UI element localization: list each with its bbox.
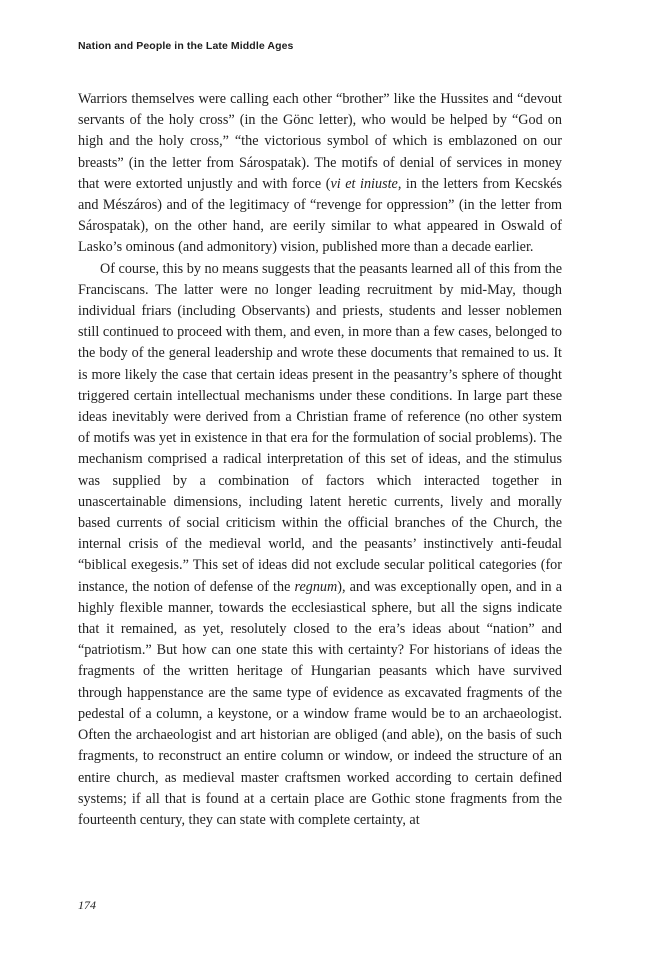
italic-run: vi et iniuste xyxy=(330,175,398,192)
text-run: ), and was exceptionally open, and in a highly flexible manner, towards the ecclesiastical sphere, but all the signs indicate that it remained, as yet, resolutely closed to the era’s ideas about “nation” and “patriotism.” But how can one state this with certainty? For historians of ideas the fragments of the written heritage of Hungarian peasants which have survived through happenstance are the same type of evidence as excavated fragments of the pedestal of a column, a keystone, or a window frame would be to an archaeologist. Often the archaeologist and art historian are obliged (and able), on the basis of such fragments, to reconstruct an entire column or window, or indeed the structure of an entire church, as medieval master craftsmen worked according to certain defined systems; if all that is found at a certain place are Gothic stone fragments from the fourteenth century, they can state with complete certainty, at xyxy=(78,578,562,828)
text-run: , in the letters from Kecskés and Mészáros) and of the legitimacy of “revenge for oppression” (in the letter from Sárospatak), on the other hand, are eerily similar to what appeared in Oswald of Lasko’s ominous (and admonitory) vision, published more than a decade earlier. xyxy=(78,175,562,256)
text-run: Of course, this by no means suggests that the peasants learned all of this from the Franciscans. The latter were no longer leading recruitment by mid-May, though individual friars (including Observants) and priests, students and lesser noblemen still continued to proceed with them, and even, in more than a few cases, belonged to the body of the general leadership and wrote these documents that remained to us. It is more likely the case that certain ideas present in the peasantry’s sphere of thought triggered certain intellectual mechanisms under these conditions. In large part these ideas inevitably were derived from a Christian frame of reference (no other system of motifs was yet in existence in that era for the formulation of social problems). The mechanism comprised a radical interpretation of this set of ideas, and the stimulus was supplied by a combination of factors which interacted together in unascertainable dimensions, including latent heretic currents, lively and morally based currents of social criticism within the official branches of the Church, the internal crisis of the medieval world, and the peasants’ instinctively anti-feudal “biblical exegesis.” This set of ideas did not exclude secular political categories (for instance, the notion of defense of the xyxy=(78,260,562,595)
body-text xyxy=(78,89,562,831)
running-head: Nation and People in the Late Middle Ages xyxy=(78,40,294,52)
paragraph xyxy=(78,259,562,831)
page-number: 174 xyxy=(78,898,96,912)
text-run: Warriors themselves were calling each other “brother” like the Hussites and “devout servants of the holy cross” (in the Gönc letter), who would be helped by “God on high and the holy cross,” “the victorious symbol of which is emblazoned on our breasts” (in the letter from Sárospatak). The motifs of denial of services in money that were extorted unjustly and with force ( xyxy=(78,91,562,192)
italic-run: regnum xyxy=(294,578,338,595)
paragraph xyxy=(78,89,562,259)
